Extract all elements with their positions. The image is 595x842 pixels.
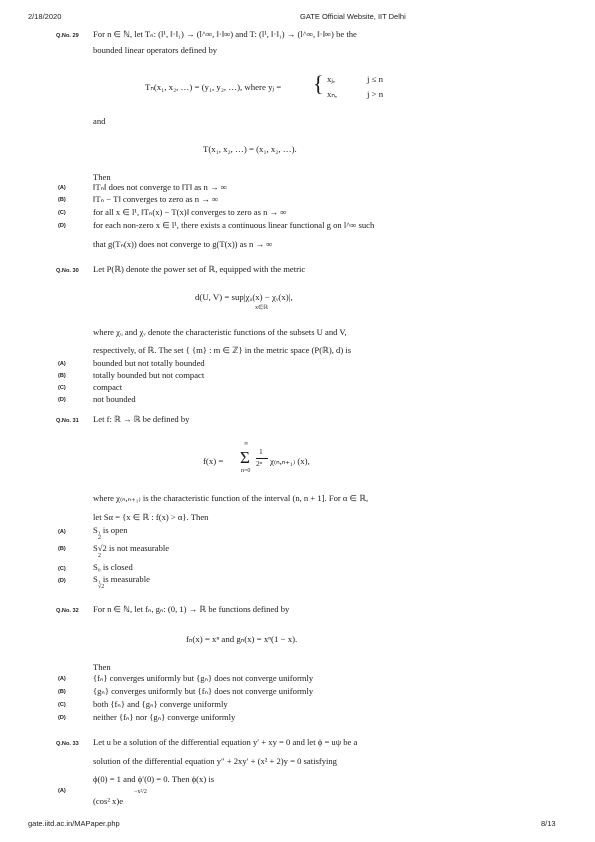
option-label-c: (C) — [58, 385, 66, 391]
q30-statement: Let P(ℝ) denote the power set of ℝ, equipped with the metric — [93, 264, 306, 274]
q31-option-b-subscript: 2 — [98, 553, 101, 559]
q32-option-c: both {fₙ} and {gₙ} converge uniformly — [93, 699, 228, 709]
option-label-a: (A) — [58, 529, 66, 535]
question-number: Q.No. 29 — [56, 33, 79, 39]
q31-statement-cont2: let Sα = {x ∈ ℝ : f(x) > α}. Then — [93, 512, 209, 522]
q32-option-d: neither {fₙ} nor {gₙ} converge uniformly — [93, 712, 236, 722]
q29-option-c: for all x ∈ l¹, ‖Tₙ(x) − T(x)‖ converges to zero as n → ∞ — [93, 207, 287, 217]
q29-statement: For n ∈ ℕ, let Tₙ: (l¹, ‖·‖₁) → (l^∞, ‖·‖∞) and T: (l¹, ‖·‖₁) → (l^∞, ‖·‖∞) be the — [93, 29, 357, 39]
q31-eq-lhs: f(x) = — [203, 456, 224, 466]
q31-sum-symbol: Σ — [240, 448, 250, 467]
q32-equation: fₙ(x) = xⁿ and gₙ(x) = xⁿ(1 − x). — [186, 634, 298, 644]
option-label-d: (D) — [58, 578, 66, 584]
cases-brace: { — [313, 71, 324, 96]
option-label-b: (B) — [58, 546, 66, 552]
q33-statement-cont: solution of the differential equation y″ + 2xy′ + (x² + 2)y = 0 satisfying — [93, 756, 337, 766]
q31-option-a: S₁ is open — [93, 525, 128, 535]
option-label-b: (B) — [58, 373, 66, 379]
option-label-a: (A) — [58, 361, 66, 367]
option-label-a: (A) — [58, 788, 66, 794]
q31-eq-rhs: χ₍ₙ,ₙ₊₁₎ (x), — [270, 456, 310, 466]
q31-option-d: S₁ is measurable — [93, 574, 150, 584]
q29-statement-cont: bounded linear operators defined by — [93, 45, 218, 55]
q30-option-b: totally bounded but not compact — [93, 370, 205, 380]
option-label-a: (A) — [58, 185, 66, 191]
question-number: Q.No. 31 — [56, 418, 79, 424]
q31-option-c: S₀ is closed — [93, 562, 133, 572]
q30-option-c: compact — [93, 382, 123, 392]
option-label-c: (C) — [58, 702, 66, 708]
q29-case1-value: xⱼ, — [327, 74, 336, 84]
q32-option-a: {fₙ} converges uniformly but {gₙ} does not converge uniformly — [93, 673, 314, 683]
q29-case2-value: xₙ, — [327, 89, 338, 99]
question-number: Q.No. 30 — [56, 268, 79, 274]
q31-option-d-subscript: √2 — [98, 584, 105, 590]
option-label-b: (B) — [58, 689, 66, 695]
q32-statement: For n ∈ ℕ, let fₙ, gₙ: (0, 1) → ℝ be functions defined by — [93, 604, 290, 614]
q29-then: Then — [93, 172, 111, 182]
option-label-c: (C) — [58, 566, 66, 572]
q32-option-b: {gₙ} converges uniformly but {fₙ} does not converge uniformly — [93, 686, 314, 696]
q31-fraction-numerator: 1 — [259, 447, 263, 456]
q29-case2-condition: j > n — [367, 89, 384, 99]
footer-page-number: 8/13 — [541, 819, 556, 828]
q29-and: and — [93, 116, 106, 126]
header-date: 2/18/2020 — [28, 12, 62, 21]
q29-equation-tn: Tₙ(x₁, x₂, …) = (y₁, y₂, …), where yⱼ = — [145, 82, 282, 92]
q31-sum-lower: n=0 — [241, 468, 251, 474]
header-site: GATE Official Website, IIT Delhi — [300, 12, 406, 21]
q31-statement: Let f: ℝ → ℝ be defined by — [93, 414, 190, 424]
q31-sum-upper: ∞ — [244, 441, 249, 447]
footer-url: gate.iitd.ac.in/MAPaper.php — [28, 819, 120, 828]
q31-option-a-subscript: 2 — [98, 535, 101, 541]
option-label-a: (A) — [58, 676, 66, 682]
option-label-d: (D) — [58, 397, 66, 403]
q31-option-b: S√2 is not measurable — [93, 543, 170, 553]
option-label-b: (B) — [58, 197, 66, 203]
q31-fraction-denominator: 2ⁿ — [256, 459, 263, 468]
q33-statement-cont2: ϕ(0) = 1 and ϕ′(0) = 0. Then ϕ(x) is — [93, 774, 215, 784]
q29-option-a: ‖Tₙ‖ does not converge to ‖T‖ as n → ∞ — [93, 182, 227, 192]
q33-statement: Let u be a solution of the differential equation y′ + xy = 0 and let ϕ = uψ be a — [93, 737, 358, 747]
option-label-d: (D) — [58, 715, 66, 721]
q33-option-a-exponent: −x²/2 — [134, 789, 147, 795]
q29-case1-condition: j ≤ n — [367, 74, 384, 84]
option-label-c: (C) — [58, 210, 66, 216]
q29-option-d: for each non-zero x ∈ l¹, there exists a continuous linear functional g on l^∞ such — [93, 220, 375, 230]
q30-metric-equation: d(U, V) = sup|χᵤ(x) − χᵥ(x)|, — [195, 292, 293, 302]
question-number: Q.No. 33 — [56, 741, 79, 747]
question-number: Q.No. 32 — [56, 608, 79, 614]
q31-statement-cont: where χ₍ₙ,ₙ₊₁₎ is the characteristic function of the interval (n, n + 1]. For α ∈ ℝ, — [93, 493, 369, 503]
q32-then: Then — [93, 662, 111, 672]
q30-sup-subscript: x∈ℝ — [255, 305, 268, 311]
option-label-d: (D) — [58, 223, 66, 229]
q29-option-d-cont: that g(Tₙ(x)) does not converge to g(T(x)) as n → ∞ — [93, 239, 273, 249]
q29-equation-t: T(x₁, x₂, …) = (x₁, x₂, …). — [203, 144, 297, 154]
q30-statement-cont2: respectively, of ℝ. The set { {m} : m ∈ ℤ} in the metric space (P(ℝ), d) is — [93, 345, 352, 355]
q30-option-d: not bounded — [93, 394, 136, 404]
q30-statement-cont: where χᵤ and χᵥ denote the characteristic functions of the subsets U and V, — [93, 327, 347, 337]
q30-option-a: bounded but not totally bounded — [93, 358, 205, 368]
q29-option-b: ‖Tₙ − T‖ converges to zero as n → ∞ — [93, 194, 219, 204]
q33-option-a: (cos² x)e — [93, 796, 124, 806]
